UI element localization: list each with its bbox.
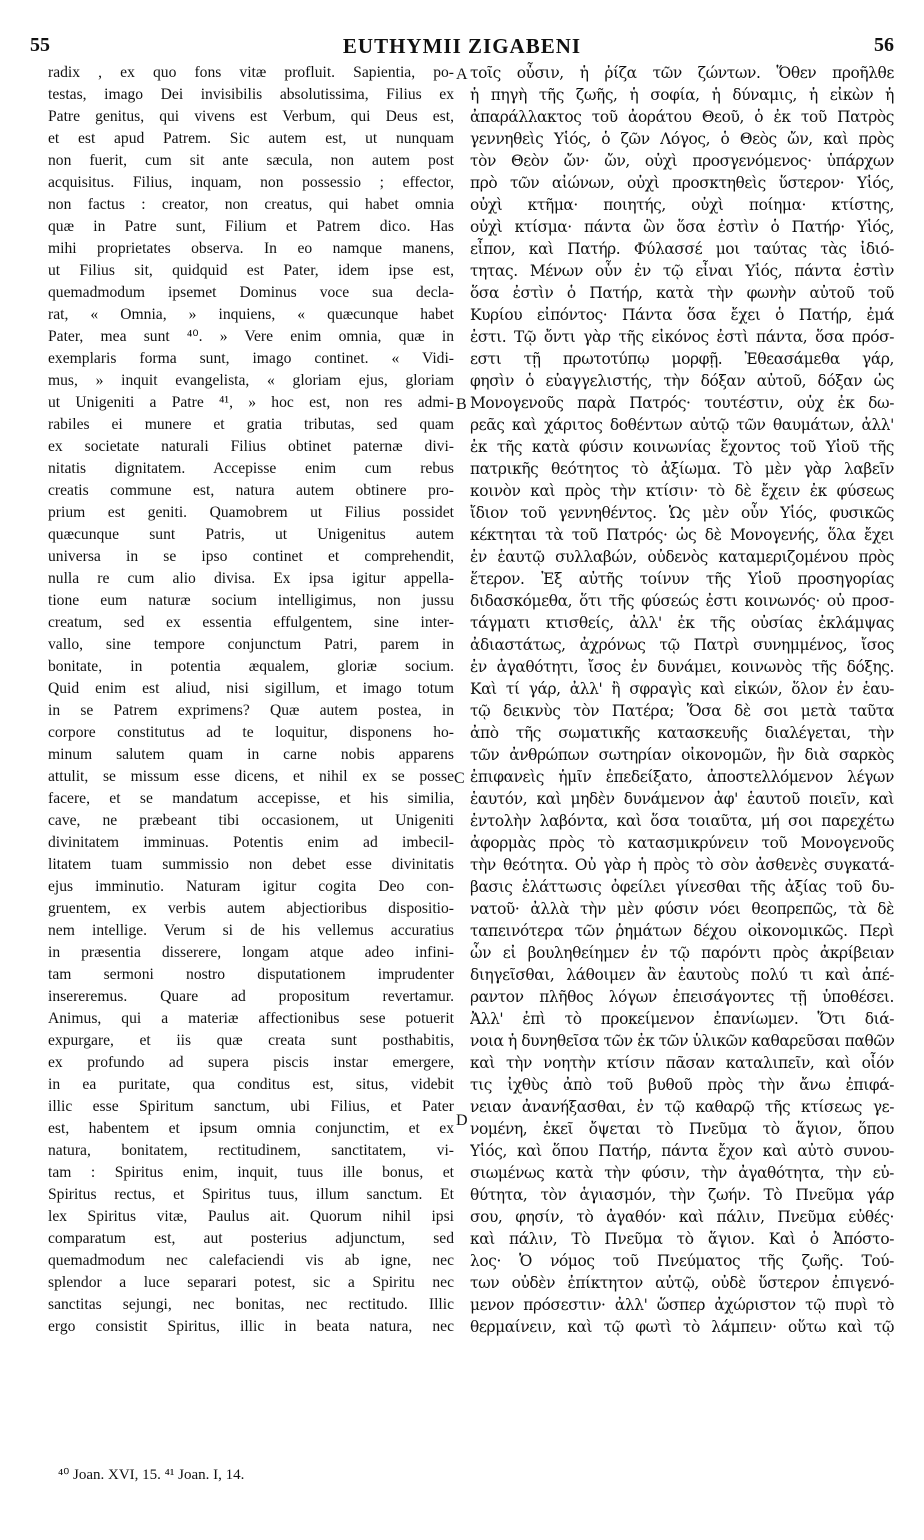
text-line: mihi proprietates observa. In eo namque manens, bbox=[48, 240, 454, 257]
text-line: κέκτηται τὰ τοῦ Πατρός· ὡς δὲ Μονογενής, ὅλα ἔχει bbox=[470, 526, 894, 544]
text-line: εστι τῇ πρωτοτύπῳ μορφῇ. Ἐθεασάμεθα γάρ, bbox=[470, 350, 894, 368]
text-line: νομένη, ἐκεῖ ὄψεται τὸ Πνεῦμα τὸ ἅγιον, ὅπου bbox=[470, 1120, 894, 1138]
text-line: πρὸ τῶν αἰώνων, οὐχὶ προσκτηθεὶς ὕστερον· Υἱός, bbox=[470, 174, 894, 192]
text-line: τοῖς οὖσιν, ἡ ῥίζα τῶν ζώντων. Ὅθεν προῆλθε bbox=[470, 64, 894, 82]
text-line: et est apud Patrem. Sic autem est, ut nunquam bbox=[48, 130, 454, 147]
text-line: ἐκ τῆς κατὰ φύσιν κοινωνίας ἔχοντος τοῦ Υἱοῦ τῆς bbox=[470, 438, 894, 456]
text-line: διδασκόμεθα, ὅτι τῆς φύσεώς ἐστι κοινωνός· οὐ προσ- bbox=[470, 592, 894, 610]
text-line: quemadmodum ipsemet Dominus voce sua decla- bbox=[48, 284, 454, 301]
text-line: lex Spiritus vitæ, Paulus ait. Quorum nihil ipsi bbox=[48, 1208, 454, 1225]
text-line: τὴν θεότητα. Οὐ γὰρ ἡ πρὸς τὸ σὸν ἀσθενὲς συγκατά- bbox=[470, 856, 894, 874]
text-line: ἀπὸ τῆς σωματικῆς κατασκευῆς διαλέγεται, τὴν bbox=[470, 724, 894, 742]
page-header bbox=[30, 34, 894, 60]
text-line: Quid enim est aliud, nisi sigillum, et imago totum bbox=[48, 680, 454, 697]
section-mark-d: D bbox=[456, 1112, 468, 1129]
text-line: Κυρίου εἰπόντος· Πάντα ὅσα ἔχει ὁ Πατήρ, ἐμά bbox=[470, 306, 894, 324]
text-line: divinitatem imminuas. Potentis enim ad imbecil- bbox=[48, 834, 454, 851]
text-line: Patre genitus, qui vivens est Verbum, qui Deus est, bbox=[48, 108, 454, 125]
section-mark-b: B bbox=[456, 396, 467, 413]
text-line: testas, imago Dei invisibilis absolutissima, Filius ex bbox=[48, 86, 454, 103]
text-line: ἡ πηγὴ τῆς ζωῆς, ἡ σοφία, ἡ δύναμις, ἡ εἰκὼν ἡ bbox=[470, 86, 894, 104]
text-line: expurgare, et iis quæ creata sunt posthabitis, bbox=[48, 1032, 454, 1049]
text-line: ἕτερον. Ἐξ αὐτῆς τοίνυν τῆς Υἱοῦ προσηγορίας bbox=[470, 570, 894, 588]
text-line: vallo, sine tempore conjunctum Patri, parem in bbox=[48, 636, 454, 653]
text-line: in se Patrem exprimens? Quæ autem postea, in bbox=[48, 702, 454, 719]
text-line: natura, bonitatem, rectitudinem, sanctitatem, vi- bbox=[48, 1142, 454, 1159]
text-line: tam : Spiritus enim, inquit, tuus ille bonus, et bbox=[48, 1164, 454, 1181]
text-line: Animus, qui a materiæ affectionibus sese potuerit bbox=[48, 1010, 454, 1027]
running-title: EUTHYMII ZIGABENI bbox=[342, 34, 582, 58]
text-line: non fuerit, cum sit ante sæcula, non autem post bbox=[48, 152, 454, 169]
text-line: litatem tuam summissio non debet esse divinitatis bbox=[48, 856, 454, 873]
text-line: acquisitus. Filius, inquam, non possessio ; effector, bbox=[48, 174, 454, 191]
text-line: nem intellige. Verum si de his vellemus accuratius bbox=[48, 922, 454, 939]
text-line: ergo consistit Spiritus, illic in beata natura, nec bbox=[48, 1318, 454, 1335]
text-line: ἀφορμὰς πρὸς τὸ κατασμικρύνειν τοῦ Μονογενοῦς bbox=[470, 834, 894, 852]
text-line: quæcunque sunt Patris, ut Unigenitus autem bbox=[48, 526, 454, 543]
text-line: ρεᾶς καὶ χάριτος δοθέντων αὐτῷ τῶν θαυμάτων, ἀλλ' bbox=[470, 416, 894, 434]
text-line: ἐστι. Τῷ ὄντι γὰρ τῆς εἰκόνος ἐστὶ πάντα, ὅσα πρόσ- bbox=[470, 328, 894, 346]
text-line: θύτητα, τὸν ἁγιασμόν, τὴν ζωήν. Τὸ Πνεῦμα γάρ bbox=[470, 1186, 894, 1204]
text-line: φησὶν ὁ εὐαγγελιστής, τὴν δόξαν αὐτοῦ, δόξαν ὡς bbox=[470, 372, 894, 390]
text-line: θερμαίνειν, καὶ τῷ φωτὶ τὸ λάμπειν· οὕτω καὶ τῷ bbox=[470, 1318, 894, 1336]
text-line: οὐχὶ κτίσμα· πάντα ὢν ὅσα ἐστὶν ὁ Πατήρ· Υἱός, bbox=[470, 218, 894, 236]
text-line: comparatum est, aut posterius adjunctum, sed bbox=[48, 1230, 454, 1247]
footnotes: ⁴⁰ Joan. XVI, 15. ⁴¹ Joan. I, 14. bbox=[58, 1467, 245, 1483]
text-line: bonitate, in potentia æqualem, gloriæ socium. bbox=[48, 658, 454, 675]
text-line: ex profundo ad supera piscis instar emergere, bbox=[48, 1054, 454, 1071]
text-line: νειαν ἀνανήξασθαι, ἐν τῷ καθαρῷ τῆς κτίσεως γε- bbox=[470, 1098, 894, 1116]
text-line: prium est geniti. Quamobrem ut Filius possidet bbox=[48, 504, 454, 521]
text-line: Μονογενοῦς παρὰ Πατρός· τουτέστιν, οὐχ ἐκ δω- bbox=[470, 394, 894, 412]
text-line: ραντον πλῆθος λόγων ἐπεισάγοντες τῇ ὑποθέσει. bbox=[470, 988, 894, 1006]
text-line: sanctitas sejungi, nec bonitas, nec rectitudo. Illic bbox=[48, 1296, 454, 1313]
text-line: ἀπαράλλακτος τοῦ ἀοράτου Θεοῦ, ὁ ἐκ τοῦ Πατρὸς bbox=[470, 108, 894, 126]
text-line: in præsentia disserere, longam atque adeo infini- bbox=[48, 944, 454, 961]
text-line: ἴδιον τοῦ γεννηθέντος. Ὡς μὲν οὖν Υἱός, φυσικῶς bbox=[470, 504, 894, 522]
text-line: Υἱός, καὶ ὅπου Πατήρ, πάντα ἔχον καὶ αὐτὸ συνου- bbox=[470, 1142, 894, 1160]
text-line: ὧν εἰ βουληθείημεν ἐν τῷ παρόντι πρὸς ἀκρίβειαν bbox=[470, 944, 894, 962]
text-line: quemadmodum nec calefaciendi vis ab igne, nec bbox=[48, 1252, 454, 1269]
text-line: rabiles ei munere et gratia tributas, sed quam bbox=[48, 416, 454, 433]
text-line: τάγματι κτισθείς, ἀλλ' ἐκ τῆς οὐσίας ἐκλάμψας bbox=[470, 614, 894, 632]
latin-column bbox=[48, 62, 454, 1338]
text-line: ἐντολὴν λαβόντα, καὶ ὅσα τοιαῦτα, μή σοι παρεχέτω bbox=[470, 812, 894, 830]
text-line: οὐχὶ κτῆμα· ποιητής, οὐχὶ ποίημα· κτίστης, bbox=[470, 196, 894, 214]
text-line: splendor a luce separari potest, sic a Spiritu nec bbox=[48, 1274, 454, 1291]
section-mark-a: A bbox=[456, 66, 468, 83]
text-line: ἐπιφανεὶς ἡμῖν ἐπεδείξατο, ἀποστελλόμενον λέγων bbox=[470, 768, 894, 786]
text-line: est, habentem et ipsum omnia conjunctim, et ex bbox=[48, 1120, 454, 1137]
page-number-right: 56 bbox=[874, 34, 894, 56]
text-line: attulit, se missum esse dicens, et nihil ex se posse bbox=[48, 768, 454, 785]
text-line: γεννηθεὶς Υἱός, ὁ ζῶν Λόγος, ὁ Θεὸς ὤν, καὶ πρὸς bbox=[470, 130, 894, 148]
text-line: tione eum naturæ socium intelligimus, non jussu bbox=[48, 592, 454, 609]
text-line: ἀδιαστάτως, ἀχρόνως τῷ Πατρὶ συνημμένος, ἴσος bbox=[470, 636, 894, 654]
text-line: quæ in Patre sunt, Filium et Patrem dico. Has bbox=[48, 218, 454, 235]
text-line: εἶπον, καὶ Πατήρ. Φύλασσέ μοι ταύτας τὰς ἰδιό- bbox=[470, 240, 894, 258]
text-line: ἐν ἑαυτῷ συλλαβών, οὐδενὸς καταμεριζομένου πρὸς bbox=[470, 548, 894, 566]
text-line: in ea puritate, qua conditus est, situs, videbit bbox=[48, 1076, 454, 1093]
text-line: gruentem, ex verbis autem abjectioribus dispositio- bbox=[48, 900, 454, 917]
text-line: tam sermoni nostro disputationem imprudenter bbox=[48, 966, 454, 983]
text-line: universa in se ipso continet et comprehendit, bbox=[48, 548, 454, 565]
text-line: ut Unigeniti a Patre ⁴¹, » hoc est, non res admi- bbox=[48, 394, 454, 411]
text-line: ἑαυτόν, καὶ μηδὲν δυνάμενον ἀφ' ἑαυτοῦ ποιεῖν, καὶ bbox=[470, 790, 894, 808]
text-line: facere, et se mandatum accepisse, et his similia, bbox=[48, 790, 454, 807]
text-line: καὶ πάλιν, Τὸ Πνεῦμα τὸ ἅγιον. Καὶ ὁ Ἀπόστο- bbox=[470, 1230, 894, 1248]
text-line: νοια ἡ δυνηθεῖσα τῶν ἐκ τῶν ὑλικῶν καθαρεῦσαι παθῶν bbox=[470, 1032, 894, 1050]
text-line: κοινὸν καὶ πρὸς τὴν κτίσιν· τὸ δὲ ἔχειν ἐκ φύσεως bbox=[470, 482, 894, 500]
text-line: ut Filius sit, quidquid est Pater, idem ipse est, bbox=[48, 262, 454, 279]
text-line: τητας. Μένων οὖν ἐν τῷ εἶναι Υἱός, πάντα ἐστὶν bbox=[470, 262, 894, 280]
text-line: creatis commune est, natura autem obtinere pro- bbox=[48, 482, 454, 499]
text-line: radix , ex quo fons vitæ profluit. Sapientia, po- bbox=[48, 64, 454, 81]
text-line: Spiritus rectus, et Spiritus tuus, illum sanctum. Et bbox=[48, 1186, 454, 1203]
text-line: creatum, sed ex essentia effulgentem, sine inter- bbox=[48, 614, 454, 631]
text-line: insereremus. Quare ad propositum revertamur. bbox=[48, 988, 454, 1005]
text-line: των οὐδὲν ἐπίκτητον αὐτῷ, οὐδὲ ὕστερον ἐπιγενό- bbox=[470, 1274, 894, 1292]
text-line: corpore constitutus ad te loquitur, disponens ho- bbox=[48, 724, 454, 741]
text-line: ὅσα ἐστὶν ὁ Πατήρ, κατὰ τὴν φωνὴν αὐτοῦ τοῦ bbox=[470, 284, 894, 302]
text-line: nulla re cum alio divisa. Ex ipsa igitur appella- bbox=[48, 570, 454, 587]
text-line: τῷ δεικνὺς τὸν Πατέρα; Ὅσα δὲ σοι μετὰ ταῦτα bbox=[470, 702, 894, 720]
text-line: τις ἰχθὺς ἀπὸ τοῦ βυθοῦ πρὸς τὴν ἄνω ἐπιφά- bbox=[470, 1076, 894, 1094]
text-line: πατρικῆς θεότητος τὸ ἀξίωμα. Τὸ μὲν γὰρ λαβεῖν bbox=[470, 460, 894, 478]
text-line: ejus imminutio. Naturam igitur cogita Deo con- bbox=[48, 878, 454, 895]
text-line: cave, ne præbeant tibi occasionem, ut Unigeniti bbox=[48, 812, 454, 829]
text-line: σου, φησίν, τὸ ἀγαθόν· καὶ πάλιν, Πνεῦμα εὐθές· bbox=[470, 1208, 894, 1226]
text-line: nitatis dignitatem. Accepisse enim cum rebus bbox=[48, 460, 454, 477]
text-line: σιωμένως κατὰ τὴν φύσιν, τὴν ἀγαθότητα, τὴν εὐ- bbox=[470, 1164, 894, 1182]
text-line: τὸν Θεὸν ὤν· ὤν, οὐχὶ προσγενόμενος· ὑπάρχων bbox=[470, 152, 894, 170]
text-line: τῶν ἀνθρώπων σωτηρίαν οἰκονομῶν, ἣν διὰ σαρκὸς bbox=[470, 746, 894, 764]
text-line: Ἀλλ' ἐπὶ τὸ προκείμενον ἐπανίωμεν. Ὅτι διά- bbox=[470, 1010, 894, 1028]
text-line: Pater, mea sunt ⁴⁰. » Vere enim omnia, quæ in bbox=[48, 328, 454, 345]
text-line: λος· Ὁ νόμος τοῦ Πνεύματος τῆς ζωῆς. Τού- bbox=[470, 1252, 894, 1270]
text-line: βασις ἐλάττωσις ὀφείλει γίνεσθαι τῆς ἀξίας τοῦ δυ- bbox=[470, 878, 894, 896]
text-line: exemplaris forma sunt, imago continet. « Vidi- bbox=[48, 350, 454, 367]
text-line: minum salutem quam in carne nobis apparens bbox=[48, 746, 454, 763]
text-line: μενον πρόσεστιν· ἀλλ' ὥσπερ ἀχώριστον τῷ πυρὶ τὸ bbox=[470, 1296, 894, 1314]
section-mark-c: C bbox=[454, 770, 465, 787]
text-line: illic esse Spiritum sanctum, ubi Filius, et Pater bbox=[48, 1098, 454, 1115]
text-line: non factus : creator, non creatus, qui habet omnia bbox=[48, 196, 454, 213]
text-line: ἐν ἀγαθότητι, ἴσος ἐν δυνάμει, κοινωνὸς τῆς δόξης. bbox=[470, 658, 894, 676]
page-number-left: 55 bbox=[30, 34, 50, 56]
text-line: νατοῦ· ἀλλὰ τὴν μὲν φύσιν νόει θεοπρεπῶς, τὰ δὲ bbox=[470, 900, 894, 918]
text-line: Καὶ τί γάρ, ἀλλ' ἢ σφραγὶς καὶ εἰκών, ὅλον ἐν ἑαυ- bbox=[470, 680, 894, 698]
text-line: ex societate naturali Filius obtinet paternæ divi- bbox=[48, 438, 454, 455]
text-line: rat, « Omnia, » inquiens, « quæcunque habet bbox=[48, 306, 454, 323]
text-line: διηγεῖσθαι, λάθοιμεν ἂν ἑαυτοὺς πολύ τι καὶ ἀπέ- bbox=[470, 966, 894, 984]
text-line: mus, » inquit evangelista, « gloriam ejus, gloriam bbox=[48, 372, 454, 389]
text-line: καὶ τὴν νοητὴν κτίσιν πᾶσαν καταλιπεῖν, καὶ οἷόν bbox=[470, 1054, 894, 1072]
greek-column bbox=[470, 62, 894, 1338]
text-line: ταπεινότερα τῶν ῥημάτων δέχου οἰκονομικῶς. Περὶ bbox=[470, 922, 894, 940]
